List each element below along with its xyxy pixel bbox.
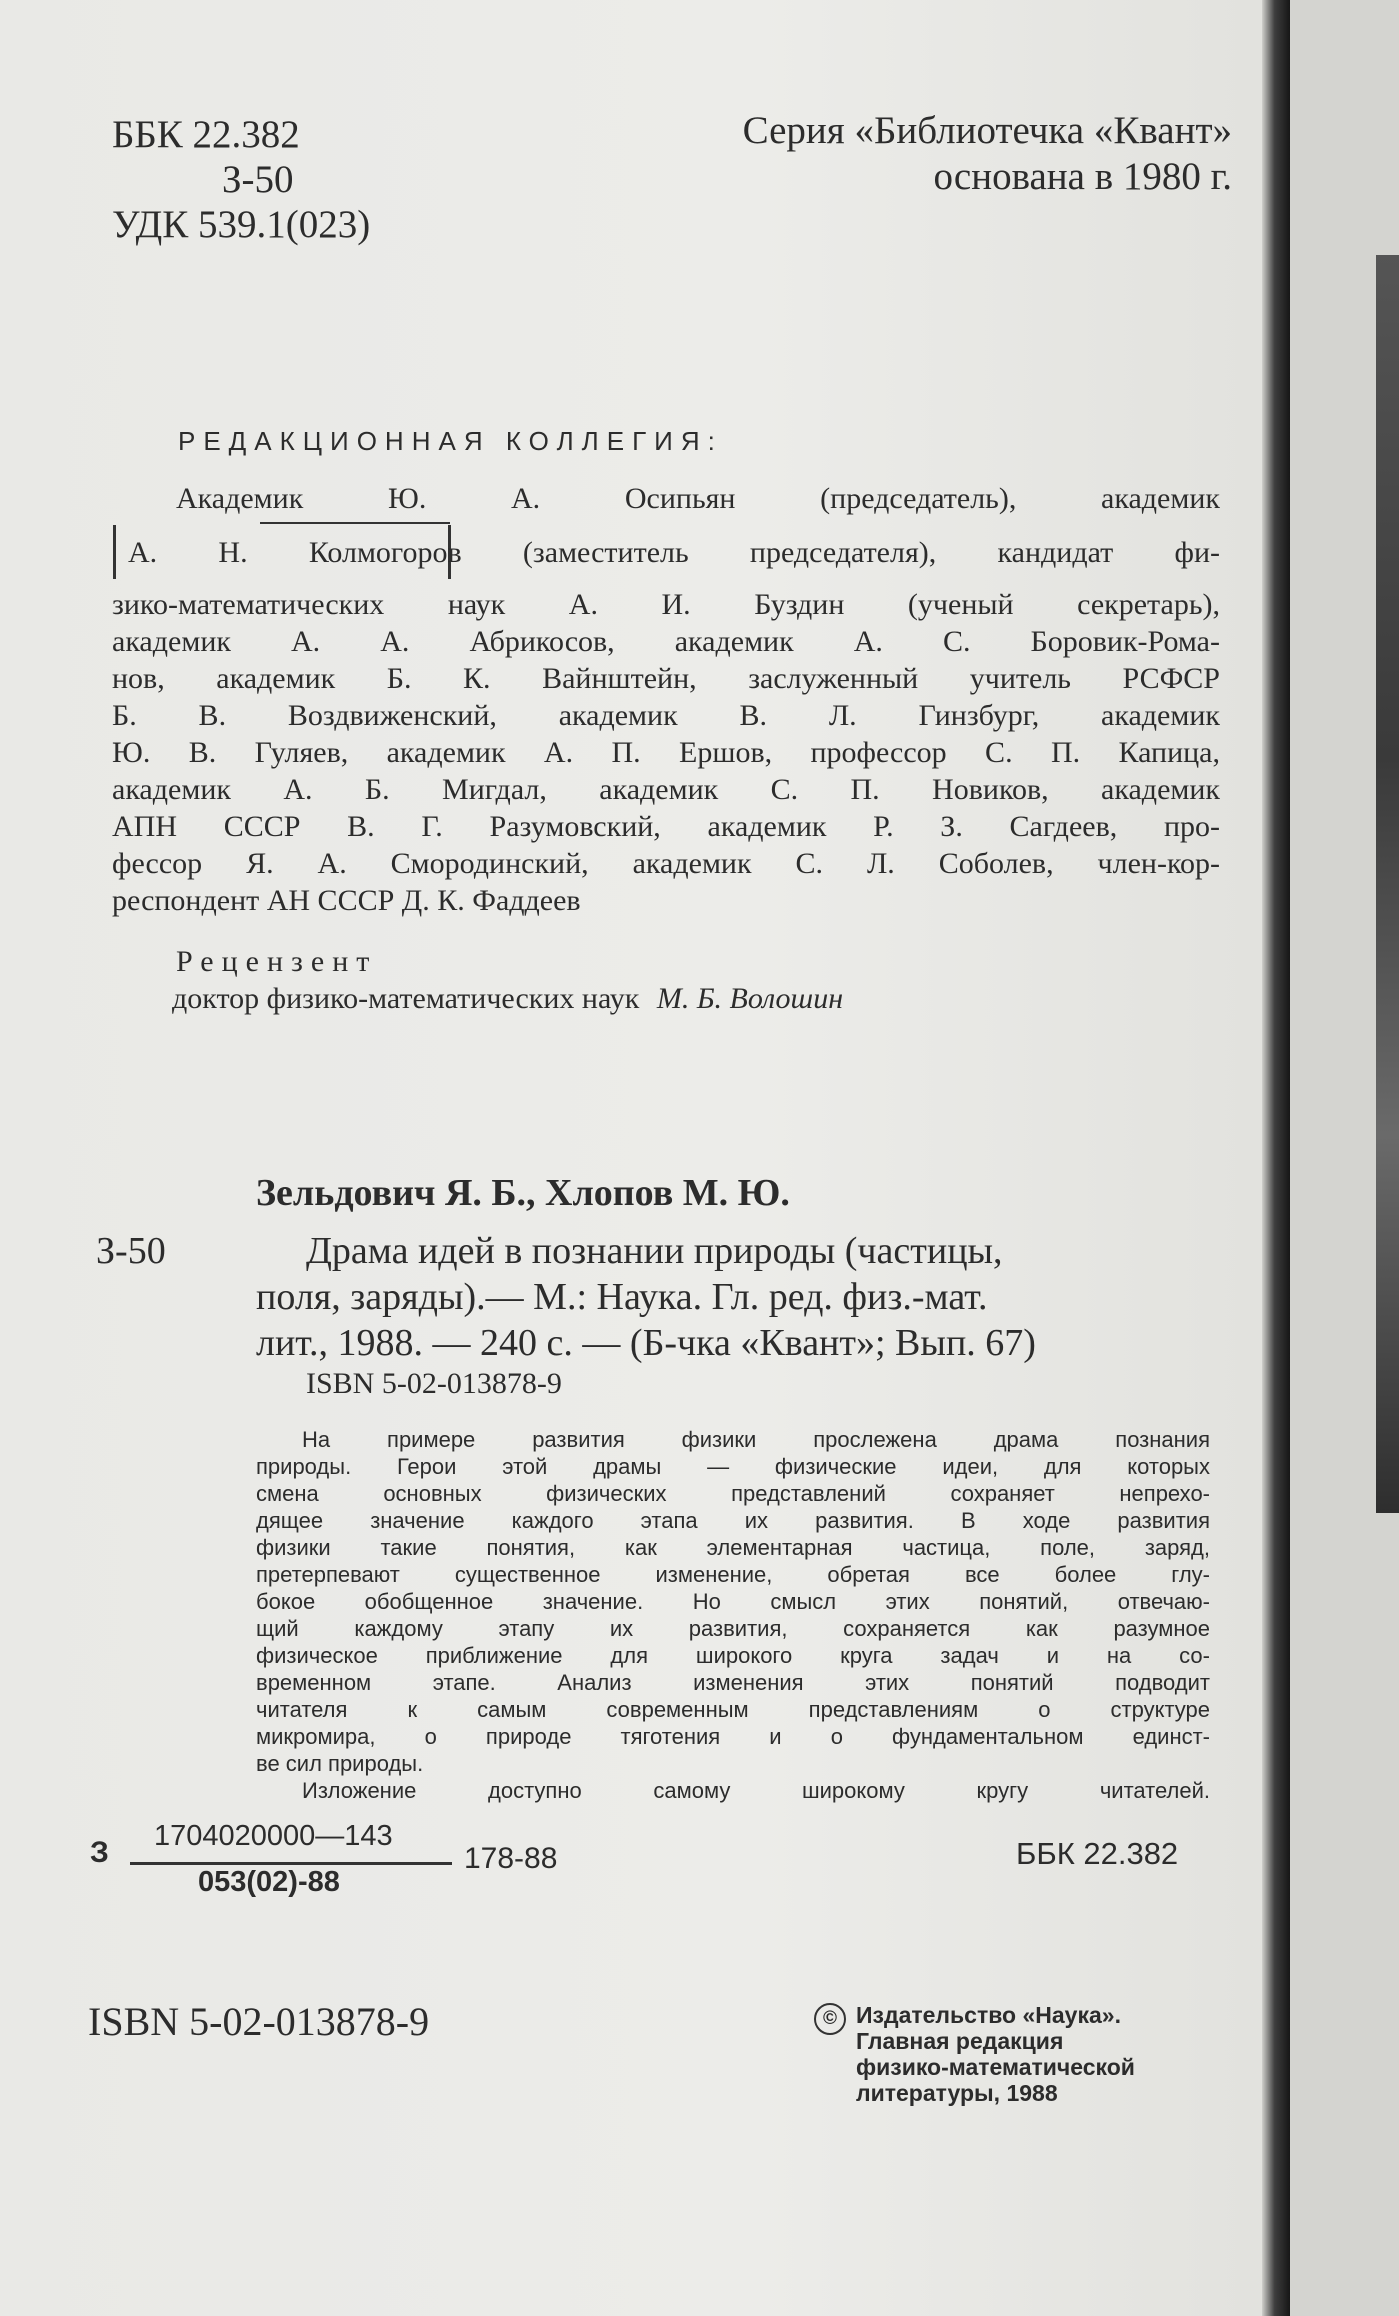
book-code: З-50 <box>96 1230 166 1272</box>
reviewer-heading: Рецензент <box>176 945 378 978</box>
abstract-line: природы. Герои этой драмы — физические идеи, для которых <box>256 1454 1210 1479</box>
copyright-line: Издательство «Наука». <box>856 2002 1121 2028</box>
abstract-line: щий каждому этапу их развития, сохраняется как разумное <box>256 1616 1210 1641</box>
board-line: Ю. В. Гуляев, академик А. П. Ершов, профессор С. П. Капица, <box>112 736 1220 769</box>
copyright-line: Главная редакция <box>856 2028 1064 2054</box>
abstract-line: ве сил природы. <box>256 1751 424 1776</box>
board-line: А. Н. Колмогоров (заместитель председателя), кандидат фи- <box>128 536 1220 569</box>
copyright-block <box>856 2002 1135 2106</box>
bbk-code: ББК 22.382 <box>112 113 300 156</box>
editorial-board-heading: РЕДАКЦИОННАЯ КОЛЛЕГИЯ: <box>178 426 723 456</box>
board-line: АПН СССР В. Г. Разумовский, академик Р. З. Сагдеев, про- <box>112 810 1220 843</box>
catalog-fraction-bar <box>130 1862 452 1865</box>
facing-page-photo <box>1376 255 1399 1513</box>
reviewer-degree: доктор физико-математических наук <box>172 982 640 1015</box>
abstract-line: претерпевают существенное изменение, обретая все более глу- <box>256 1562 1210 1587</box>
catalog-prefix: З <box>90 1836 109 1869</box>
abstract-line: дящее значение каждого этапа их развития. В ходе развития <box>256 1508 1210 1533</box>
abstract-line: На примере развития физики прослежена драма познания <box>302 1427 1210 1452</box>
abstract-line: смена основных физических представлений сохраняет непрехо- <box>256 1481 1210 1506</box>
reviewer-line <box>172 980 843 1017</box>
series-founded: основана в 1980 г. <box>933 155 1232 198</box>
book-catalog-code: З-50 <box>222 158 294 201</box>
catalog-suffix: 178-88 <box>464 1842 558 1875</box>
catalog-numerator: 1704020000—143 <box>154 1820 393 1852</box>
board-line: академик А. А. Абрикосов, академик А. С. Боровик-Рома- <box>112 625 1220 658</box>
board-line: Академик Ю. А. Осипьян (председатель), академик <box>176 482 1220 515</box>
abstract-line: временном этапе. Анализ изменения этих понятий подводит <box>256 1670 1210 1695</box>
book-title-line: Драма идей в познании природы (частицы, <box>306 1230 1003 1272</box>
board-line: фессор Я. А. Смородинский, академик С. Л. Соболев, член-кор- <box>112 847 1220 880</box>
copyright-icon: © <box>814 2003 846 2035</box>
board-line: Б. В. Воздвиженский, академик В. Л. Гинзбург, академик <box>112 699 1220 732</box>
book-authors: Зельдович Я. Б., Хлопов М. Ю. <box>256 1172 790 1214</box>
copyright-line: литературы, 1988 <box>856 2080 1058 2106</box>
board-line: зико-математических наук А. И. Буздин (ученый секретарь), <box>112 588 1220 621</box>
catalog-denominator: 053(02)-88 <box>198 1866 340 1898</box>
memorial-frame-top <box>260 522 450 524</box>
book-title-line: лит., 1988. — 240 с. — (Б-чка «Квант»; Вып. 67) <box>256 1322 1036 1364</box>
book-isbn: ISBN 5-02-013878-9 <box>306 1367 562 1400</box>
abstract-line: микромира, о природе тяготения и о фундаментальном единст- <box>256 1724 1210 1749</box>
series-title: Серия «Библиотечка «Квант» <box>742 109 1232 152</box>
abstract-line: физики такие понятия, как элементарная частица, поле, заряд, <box>256 1535 1210 1560</box>
copyright-line: физико-математической <box>856 2054 1135 2080</box>
footer-isbn: ISBN 5-02-013878-9 <box>88 1999 430 2044</box>
catalog-bbk: ББК 22.382 <box>1016 1836 1179 1871</box>
udk-code: УДК 539.1(023) <box>112 203 371 246</box>
reviewer-name: М. Б. Волошин <box>656 982 844 1015</box>
book-gutter-shadow <box>1262 0 1290 2316</box>
book-title-line: поля, заряды).— М.: Наука. Гл. ред. физ.-мат. <box>256 1276 988 1318</box>
board-line: академик А. Б. Мигдал, академик С. П. Новиков, академик <box>112 773 1220 806</box>
board-line: респондент АН СССР Д. К. Фаддеев <box>112 884 581 917</box>
abstract-line: Изложение доступно самому широкому кругу читателей. <box>302 1778 1210 1803</box>
abstract-line: бокое обобщенное значение. Но смысл этих понятий, отвечаю- <box>256 1589 1210 1614</box>
abstract-line: физическое приближение для широкого круга задач и на со- <box>256 1643 1210 1668</box>
abstract-line: читателя к самым современным представлениям о структуре <box>256 1697 1210 1722</box>
board-line: нов, академик Б. К. Вайнштейн, заслуженный учитель РСФСР <box>112 662 1220 695</box>
